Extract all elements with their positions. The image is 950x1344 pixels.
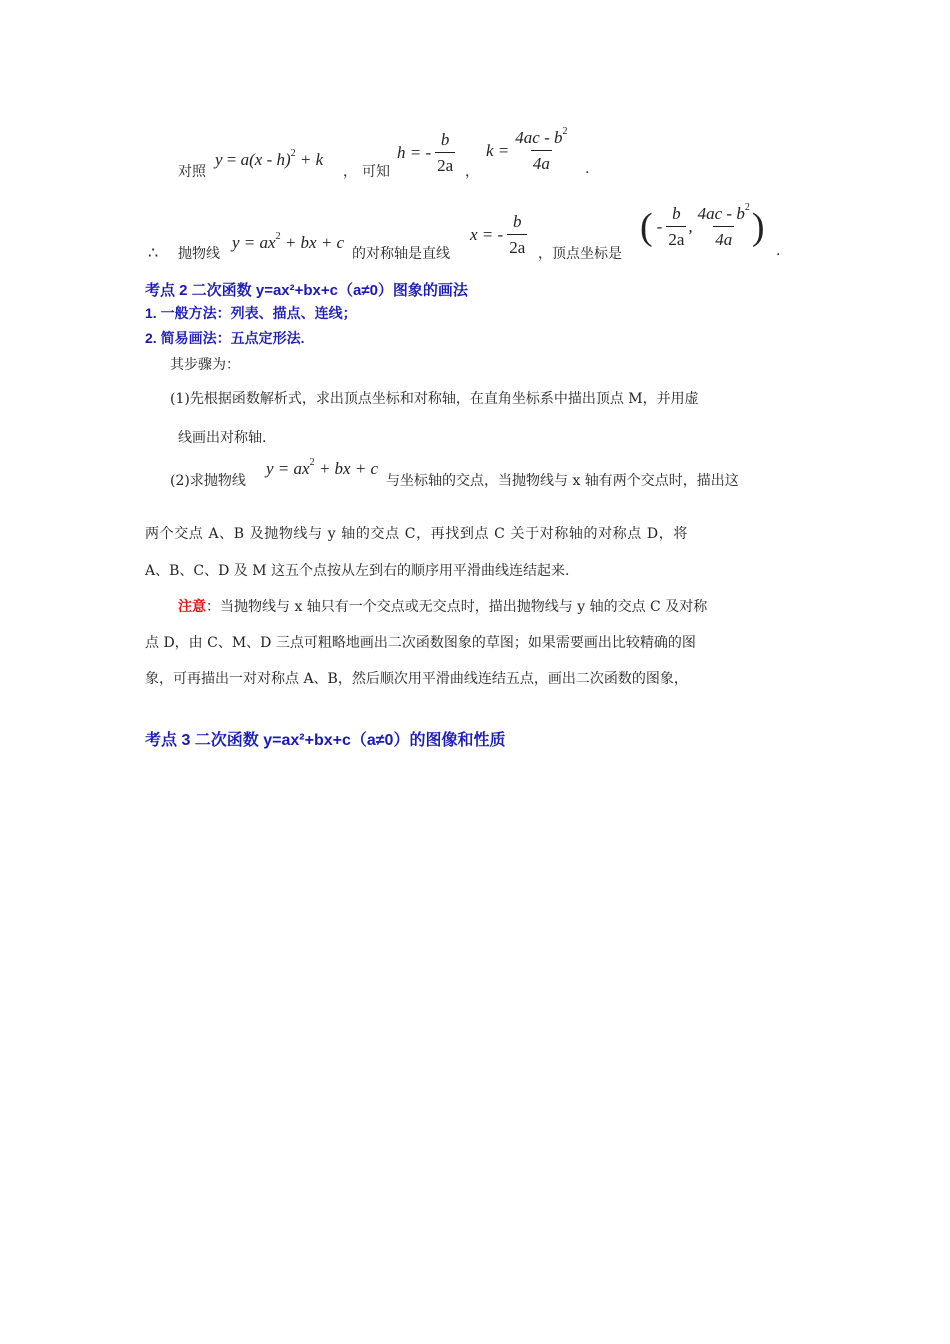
note-line2: 点 D，由 C、M、D 三点可粗略地画出二次函数图象的草图；如果需要画出比较精确的图 [145,635,696,651]
step1-line1: (1)先根据函数解析式，求出顶点坐标和对称轴，在直角坐标系中描出顶点 M，并用虚 [170,391,699,407]
line1-comma: ， [343,164,357,180]
line2-vertex-text: ，顶点坐标是 [538,246,622,262]
step2-prefix: (2)求抛物线 [170,473,246,489]
vertex-form-equation: y = a(x - h)$^2$ + k [215,148,324,169]
step2-suffix: 与坐标轴的交点，当抛物线与 x 轴有两个交点时，描出这 [386,473,739,489]
section3-title: 考点 3 二次函数 y=ax²+bx+c（a≠0）的图像和性质 [145,732,506,749]
h-formula: h = - $\frac{b}{2a}$ [397,130,454,175]
step2-equation: $y = ax^2$ + bx + c [266,457,379,478]
line2-axis-text: 的对称轴是直线 [352,246,450,262]
line1-period: . [585,161,590,177]
line1-know: 可知 [362,164,390,180]
step1-line2: 线画出对称轴. [178,430,267,446]
parabola-equation: $y = ax^2$ + bx + c [232,231,345,252]
step2-line3: A、B、C、D 及 M 这五个点按从左到右的顺序用平滑曲线连结起来. [145,563,570,579]
line1-comma2: ， [465,164,479,180]
note-label: 注意 [178,599,206,615]
note-line3: 象，可再描出一对对称点 A、B，然后顺次用平滑曲线连结五点，画出二次函数的图象， [145,671,688,687]
section2-title: 考点 2 二次函数 y=ax²+bx+c（a≠0）图象的画法 [145,282,468,299]
line2-parabola: 抛物线 [178,246,220,262]
line1-prefix: 对照 [178,164,206,180]
line2-period: . [776,243,781,259]
step2-line2: 两个交点 A、B 及抛物线与 y 轴的交点 C，再找到点 C 关于对称轴的对称点 D，将 [145,526,688,542]
k-formula: k = $\frac{4ac - b^2}{4a}$ [486,126,568,173]
section2-item2: 2. 简易画法：五点定形法. [145,330,305,346]
note-line1: 注意：当抛物线与 x 轴只有一个交点或无交点时，描出抛物线与 y 轴的交点 C 及对称 [178,599,708,615]
section2-item1: 1. 一般方法：列表、描点、连线； [145,305,357,321]
therefore-symbol: ∴ [148,243,159,262]
steps-intro: 其步骤为： [170,357,240,373]
axis-formula: x = - $\frac{b}{2a}$ [470,212,526,257]
vertex-formula: ( - $\frac{b}{2a}$ , $\frac{4ac - b^2}{4a}$ ) [640,202,765,249]
